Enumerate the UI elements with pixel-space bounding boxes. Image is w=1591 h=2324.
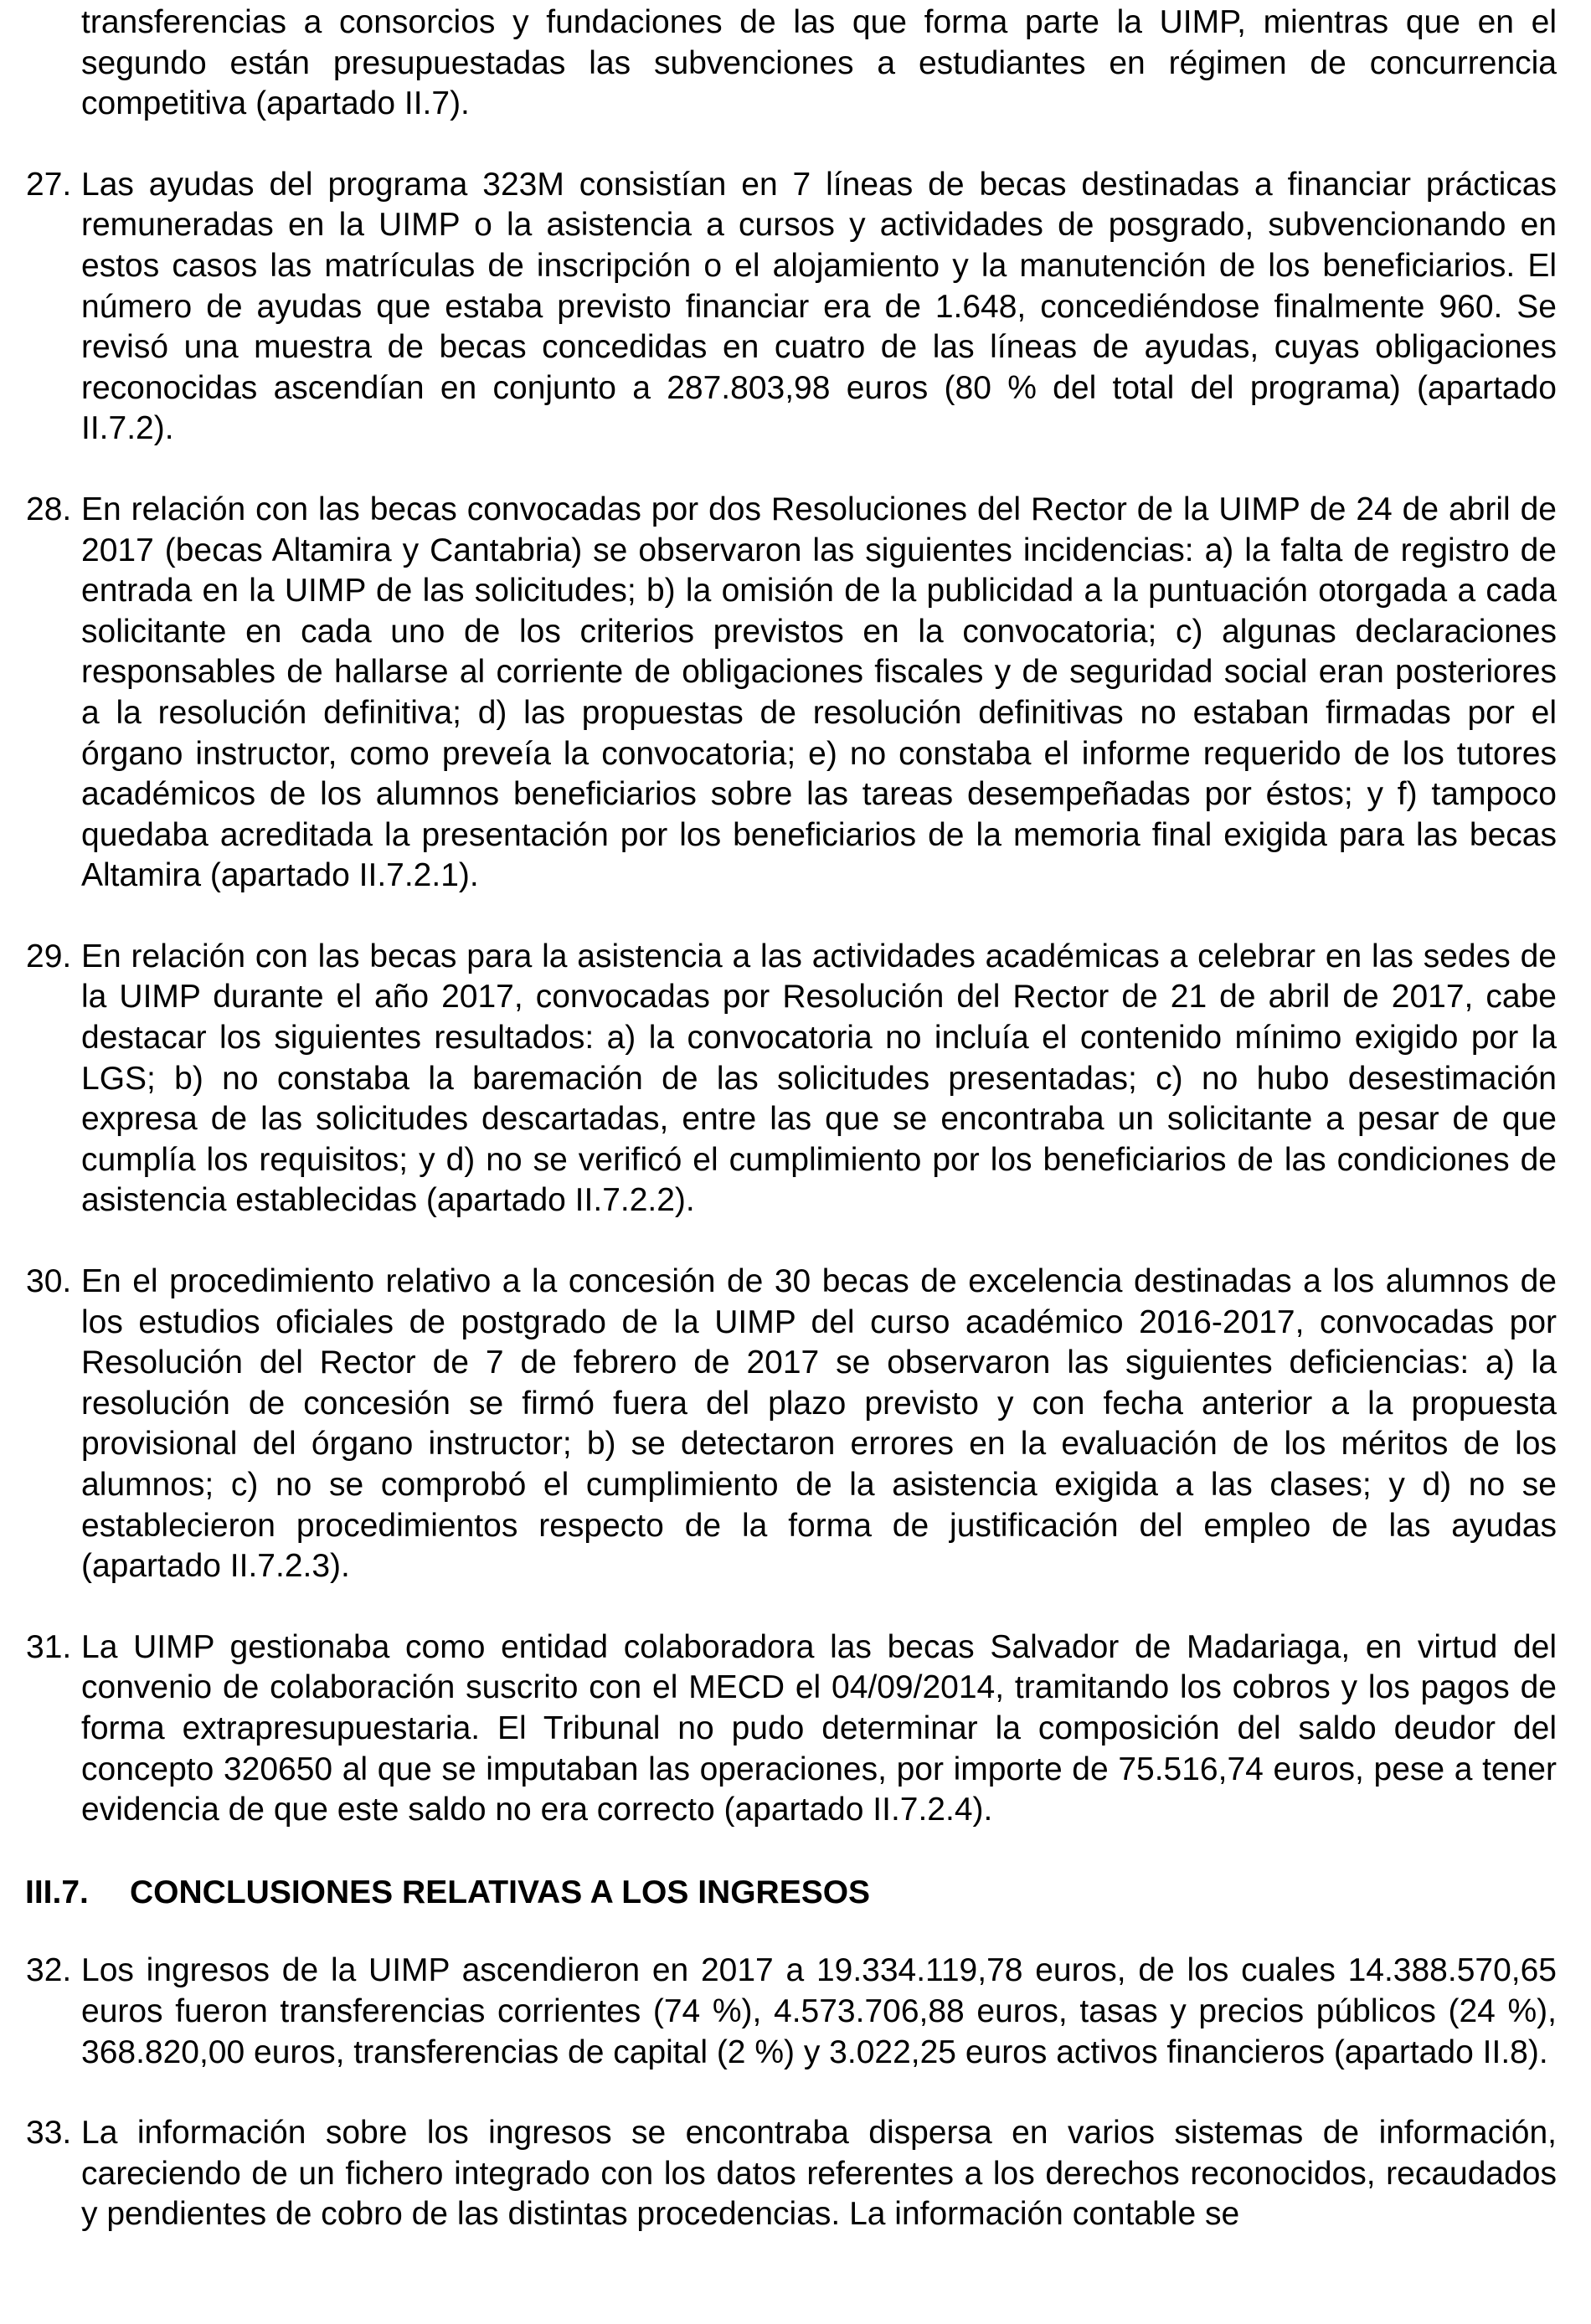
item-text: En el procedimiento relativo a la concesión de 30 becas de excelencia destinadas a los alumnos de los estudios oficiales de postgrado de la UIMP del curso académico 2016-2017, convocadas por Resolución del Rector de 7 de febrero de 2017 se observaron las siguientes deficiencias: a) la resolución de concesión se firmó fuera del plazo previsto y con fecha anterior a la propuesta provisional del órgano instructor; b) se detectaron errores en la evaluación de los méritos de los alumnos; c) no se comprobó el cumplimiento de la asistencia exigida a las clases; y d) no se establecieron procedimientos respecto de la forma de justificación del empleo de las ayudas (apartado II.7.2.3). <box>81 1263 1557 1585</box>
item-text: En relación con las becas para la asistencia a las actividades académicas a celebrar en las sedes de la UIMP durante el año 2017, convocadas por Resolución del Rector de 21 de abril de 2017, cabe destacar los siguientes resultados: a) la convocatoria no incluía el contenido mínimo exigido por la LGS; b) no constaba la baremación de las solicitudes presentadas; c) no hubo desestimación expresa de las solicitudes descartadas, entre las que se encontraba un solicitante a pesar de que cumplía los requisitos; y d) no se verificó el cumplimiento por los beneficiarios de las condiciones de asistencia establecidas (apartado II.7.2.2). <box>81 938 1557 1219</box>
conclusions-list-a <box>26 165 1557 1831</box>
list-item-30 <box>26 1262 1557 1587</box>
item-number: 28. <box>26 491 72 527</box>
item-number: 32. <box>26 1952 72 1989</box>
item-number: 33. <box>26 2115 72 2152</box>
lead-paragraph: transferencias a consorcios y fundaciones de las que forma parte la UIMP, mientras que en el segundo están presupuestadas las subvenciones a estudiantes en régimen de concurrencia competitiva (apartado II.7). <box>81 4 1557 122</box>
list-item-27 <box>26 165 1557 450</box>
list-item-29 <box>26 937 1557 1221</box>
section-heading <box>25 1873 1557 1914</box>
document-page <box>25 0 1557 2324</box>
conclusions-list-b <box>26 1951 1557 2235</box>
item-number: 30. <box>26 1263 72 1300</box>
item-number: 29. <box>26 938 72 974</box>
list-item-33 <box>26 2113 1557 2235</box>
item-text: Las ayudas del programa 323M consistían en 7 líneas de becas destinadas a financiar prácticas remuneradas en la UIMP o la asistencia a cursos y actividades de posgrado, subvencionando en estos casos las matrículas de inscripción o el alojamiento y la manutención de los beneficiarios. El número de ayudas que estaba previsto financiar era de 1.648, concediéndose finalmente 960. Se revisó una muestra de becas concedidas en cuatro de las líneas de ayudas, cuyas obligaciones reconocidas ascendían en conjunto a 287.803,98 euros (80 % del total del programa) (apartado II.7.2). <box>81 166 1557 447</box>
item-text: Los ingresos de la UIMP ascendieron en 2017 a 19.334.119,78 euros, de los cuales 14.388.570,65 euros fueron transferencias corrientes (74 %), 4.573.706,88 euros, tasas y precios públicos (24 %), 368.820,00 euros, transferencias de capital (2 %) y 3.022,25 euros activos financieros (apartado II.8). <box>81 1952 1557 2070</box>
section-heading-number: III.7. <box>25 1874 89 1910</box>
list-item-32 <box>26 1951 1557 2073</box>
list-item-31 <box>26 1627 1557 1831</box>
item-number: 31. <box>26 1628 72 1665</box>
list-item-28 <box>26 490 1557 897</box>
section-heading-title: CONCLUSIONES RELATIVAS A LOS INGRESOS <box>130 1874 871 1910</box>
item-number: 27. <box>26 166 72 203</box>
item-text: La información sobre los ingresos se encontraba dispersa en varios sistemas de información, careciendo de un fichero integrado con los datos referentes a los derechos reconocidos, recaudados y pendientes de cobro de las distintas procedencias. La información contable se <box>81 2115 1557 2233</box>
item-text: En relación con las becas convocadas por dos Resoluciones del Rector de la UIMP de 24 de abril de 2017 (becas Altamira y Cantabria) se observaron las siguientes incidencias: a) la falta de registro de entrada en la UIMP de las solicitudes; b) la omisión de la publicidad a la puntuación otorgada a cada solicitante en cada uno de los criterios previstos en la convocatoria; c) algunas declaraciones responsables de hallarse al corriente de obligaciones fiscales y de seguridad social eran posteriores a la resolución definitiva; d) las propuestas de resolución definitivas no estaban firmadas por el órgano instructor, como preveía la convocatoria; e) no constaba el informe requerido de los tutores académicos de los alumnos beneficiarios sobre las tareas desempeñadas por éstos; y f) tampoco quedaba acreditada la presentación por los beneficiarios de la memoria final exigida para las becas Altamira (apartado II.7.2.1). <box>81 491 1557 894</box>
item-text: La UIMP gestionaba como entidad colaboradora las becas Salvador de Madariaga, en virtud del convenio de colaboración suscrito con el MECD el 04/09/2014, tramitando los cobros y los pagos de forma extrapresupuestaria. El Tribunal no pudo determinar la composición del saldo deudor del concepto 320650 al que se imputaban las operaciones, por importe de 75.516,74 euros, pese a tener evidencia de que este saldo no era correcto (apartado II.7.2.4). <box>81 1628 1557 1828</box>
